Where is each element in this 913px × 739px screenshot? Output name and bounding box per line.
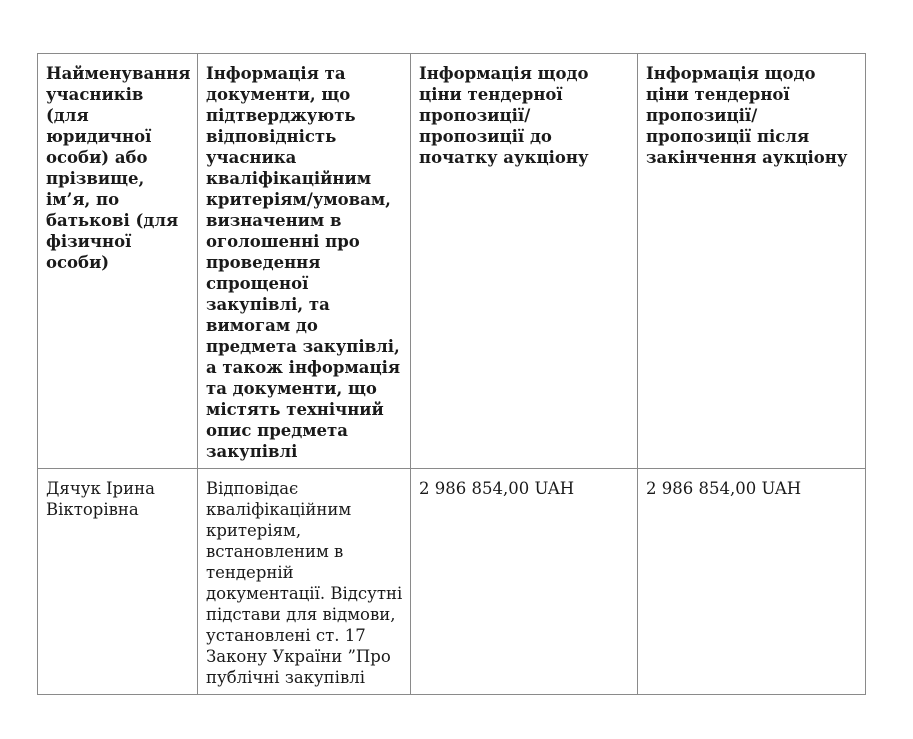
header-participant-name: Найменування учасників (для юридичної особи) або прізвище, ім’я, по батькові (для фізичної особи)	[38, 54, 198, 469]
participant-name: Дячук Ірина Вікторівна	[38, 469, 198, 695]
price-before-auction: 2 986 854,00 UAH	[411, 469, 638, 695]
qualification-status: Відповідає кваліфікаційним критеріям, встановленим в тендерній документації. Відсутні підстави для відмови, установлені ст. 17 Закону України ”Про публічні закупівлі	[198, 469, 411, 695]
header-price-before-auction: Інформація щодо ціни тендерної пропозиції/пропозиції до початку аукціону	[411, 54, 638, 469]
table-header-row	[38, 54, 866, 469]
table-row	[38, 469, 866, 695]
header-qualification-documents: Інформація та документи, що підтверджують відповідність учасника кваліфікаційним критеріям/умовам, визначеним в оголошенні про проведення спрощеної закупівлі, та вимогам до предмета закупівлі, а також інформація та документи, що містять технічний опис предмета закупівлі	[198, 54, 411, 469]
tender-participants-table	[37, 53, 866, 695]
header-price-after-auction: Інформація щодо ціни тендерної пропозиції/пропозиції після закінчення аукціону	[638, 54, 866, 469]
price-after-auction: 2 986 854,00 UAH	[638, 469, 866, 695]
